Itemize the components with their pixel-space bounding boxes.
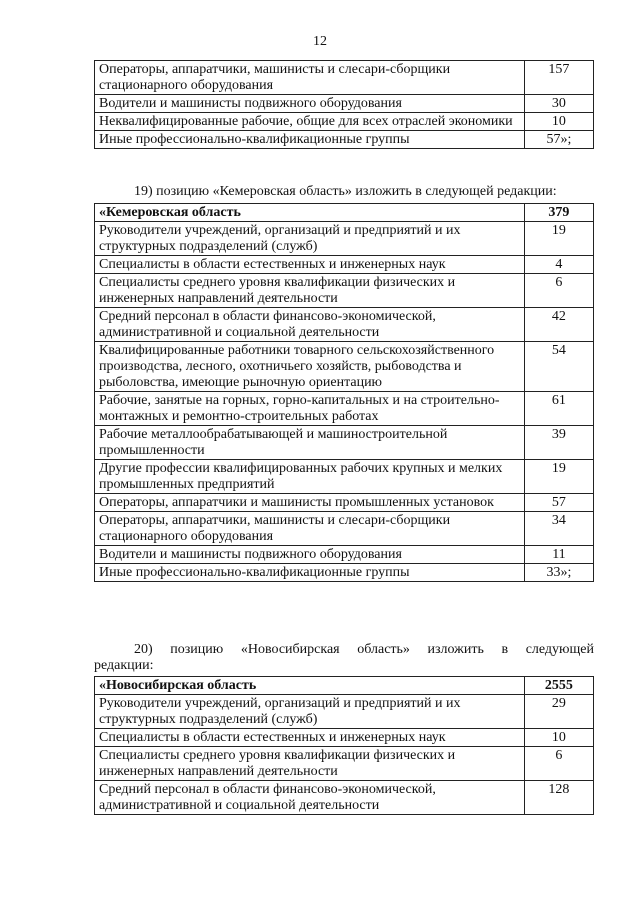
table-row <box>95 274 594 308</box>
profession-group-value: 54 <box>524 342 593 392</box>
profession-group-name: Рабочие, занятые на горных, горно-капитальных и на строительно-монтажных и ремонтно-строительных работах <box>95 392 525 426</box>
profession-group-name: Операторы, аппаратчики и машинисты промышленных установок <box>95 494 525 512</box>
profession-group-name: Неквалифицированные рабочие, общие для всех отраслей экономики <box>95 113 525 131</box>
profession-group-value: 39 <box>524 426 593 460</box>
profession-group-name: Иные профессионально-квалификационные группы <box>95 564 525 582</box>
table-row <box>95 494 594 512</box>
table-row <box>95 256 594 274</box>
profession-group-value: 19 <box>524 222 593 256</box>
table-row <box>95 308 594 342</box>
profession-group-value: 34 <box>524 512 593 546</box>
table-row <box>95 392 594 426</box>
table-row <box>95 564 594 582</box>
region-total: 379 <box>524 204 593 222</box>
profession-group-value: 4 <box>524 256 593 274</box>
profession-group-value: 61 <box>524 392 593 426</box>
profession-group-name: Специалисты в области естественных и инженерных наук <box>95 256 525 274</box>
paragraph-19: 19) позицию «Кемеровская область» изложить в следующей редакции: <box>134 184 557 199</box>
table-row <box>95 512 594 546</box>
table-row <box>95 342 594 392</box>
profession-group-value: 19 <box>524 460 593 494</box>
profession-group-name: Другие профессии квалифицированных рабочих крупных и мелких промышленных предприятий <box>95 460 525 494</box>
region-name: «Новосибирская область <box>95 677 525 695</box>
table-row <box>95 781 594 815</box>
profession-group-name: Водители и машинисты подвижного оборудования <box>95 95 525 113</box>
profession-group-name: Специалисты среднего уровня квалификации физических и инженерных направлений деятельности <box>95 274 525 308</box>
kemerovo-table <box>94 203 594 582</box>
profession-group-name: Водители и машинисты подвижного оборудования <box>95 546 525 564</box>
profession-group-value: 10 <box>524 729 593 747</box>
profession-group-value: 57 <box>524 494 593 512</box>
profession-group-value: 33»; <box>524 564 593 582</box>
profession-group-value: 30 <box>524 95 593 113</box>
profession-group-name: Средний персонал в области финансово-экономической, административной и социальной деятельности <box>95 781 525 815</box>
profession-group-name: Специалисты среднего уровня квалификации физических и инженерных направлений деятельности <box>95 747 525 781</box>
table-row <box>95 729 594 747</box>
table-header-row <box>95 204 594 222</box>
table-header-row <box>95 677 594 695</box>
table-row <box>95 460 594 494</box>
table-row <box>95 222 594 256</box>
table-row <box>95 426 594 460</box>
paragraph-20: 20) позицию «Новосибирская область» изложить в следующей редакции: <box>94 642 594 673</box>
table-row <box>95 546 594 564</box>
profession-group-name: Квалифицированные работники товарного сельскохозяйственного производства, лесного, охотничьего хозяйств, рыбоводства и рыболовства, имеющие рыночную ориентацию <box>95 342 525 392</box>
region-total: 2555 <box>524 677 593 695</box>
profession-group-name: Операторы, аппаратчики, машинисты и слесари-сборщики стационарного оборудования <box>95 61 525 95</box>
profession-group-value: 42 <box>524 308 593 342</box>
profession-group-name: Рабочие металлообрабатывающей и машиностроительной промышленности <box>95 426 525 460</box>
table-row <box>95 131 594 149</box>
table-row <box>95 95 594 113</box>
continuation-table <box>94 60 594 149</box>
table-row <box>95 747 594 781</box>
profession-group-name: Операторы, аппаратчики, машинисты и слесари-сборщики стационарного оборудования <box>95 512 525 546</box>
profession-group-name: Руководители учреждений, организаций и предприятий и их структурных подразделений (служб) <box>95 222 525 256</box>
region-name: «Кемеровская область <box>95 204 525 222</box>
profession-group-value: 10 <box>524 113 593 131</box>
table-row <box>95 695 594 729</box>
profession-group-value: 128 <box>524 781 593 815</box>
profession-group-value: 6 <box>524 274 593 308</box>
profession-group-value: 57»; <box>524 131 593 149</box>
profession-group-name: Руководители учреждений, организаций и предприятий и их структурных подразделений (служб) <box>95 695 525 729</box>
profession-group-value: 157 <box>524 61 593 95</box>
profession-group-value: 11 <box>524 546 593 564</box>
profession-group-value: 6 <box>524 747 593 781</box>
profession-group-name: Специалисты в области естественных и инженерных наук <box>95 729 525 747</box>
table-row <box>95 61 594 95</box>
profession-group-value: 29 <box>524 695 593 729</box>
novosibirsk-table <box>94 676 594 815</box>
page-number: 12 <box>313 34 327 49</box>
table-row <box>95 113 594 131</box>
profession-group-name: Иные профессионально-квалификационные группы <box>95 131 525 149</box>
profession-group-name: Средний персонал в области финансово-экономической, административной и социальной деятельности <box>95 308 525 342</box>
